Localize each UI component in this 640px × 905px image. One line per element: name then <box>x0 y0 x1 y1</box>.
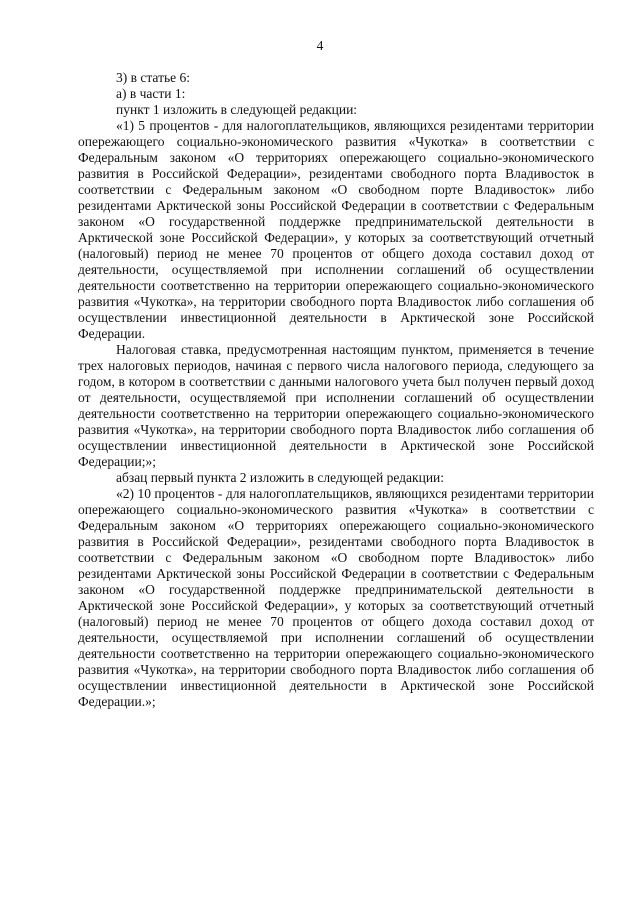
page-number: 4 <box>316 38 324 53</box>
clause-item-2-text: «2) 10 процентов - для налогоплательщиков, являющихся резидентами территории опережающего социально-экономического развития «Чукотка» в соответствии с Федеральным законом «О территориях опережающего социально-экономического развития в Российской Федерации», резидентами свободного порта Владивосток в соответствии с Федеральным законом «О свободном порте Владивосток» либо резидентами Арктической зоны Российской Федерации в соответствии с Федеральным законом «О государственной поддержке предпринимательской деятельности в Арктической зоне Российской Федерации», у которых за соответствующий отчетный (налоговый) период не менее 70 процентов от общего дохода составил доход от деятельности, осуществляемой при исполнении соглашений об осуществлении деятельности соответственно на территории опережающего социально-экономического развития «Чукотка», на территории свободного порта Владивосток либо соглашения об осуществлении инвестиционной деятельности в Арктической зоне Российской Федерации.»; <box>78 486 594 709</box>
clause-article-6: 3) в статье 6: <box>116 70 190 85</box>
document-body <box>78 70 594 710</box>
clause-tax-rate-paragraph: Налоговая ставка, предусмотренная настоящим пунктом, применяется в течение трех налоговых периодов, начиная с первого числа налогового периода, следующего за годом, в котором в соответствии с данными налогового учета был получен первый доход от деятельности, осуществляемой при исполнении соглашений об осуществлении деятельности соответственно на территории опережающего социально-экономического развития «Чукотка», на территории свободного порта Владивосток либо соглашения об осуществлении инвестиционной деятельности в Арктической зоне Российской Федерации;»; <box>78 342 594 469</box>
clause-part-1: а) в части 1: <box>116 86 186 101</box>
clause-item-2-intro: абзац первый пункта 2 изложить в следующей редакции: <box>116 470 445 485</box>
clause-item-1-intro: пункт 1 изложить в следующей редакции: <box>116 102 358 117</box>
clause-item-1-text: «1) 5 процентов - для налогоплательщиков, являющихся резидентами территории опережающего социально-экономического развития «Чукотка» в соответствии с Федеральным законом «О территориях опережающего социально-экономического развития в Российской Федерации», резидентами свободного порта Владивосток в соответствии с Федеральным законом «О свободном порте Владивосток» либо резидентами Арктической зоны Российской Федерации в соответствии с Федеральным законом «О государственной поддержке предпринимательской деятельности в Арктической зоне Российской Федерации», у которых за соответствующий отчетный (налоговый) период не менее 70 процентов от общего дохода составил доход от деятельности, осуществляемой при исполнении соглашений об осуществлении деятельности соответственно на территории опережающего социально-экономического развития «Чукотка», на территории свободного порта Владивосток либо соглашения об осуществлении инвестиционной деятельности в Арктической зоне Российской Федерации. <box>78 118 594 341</box>
